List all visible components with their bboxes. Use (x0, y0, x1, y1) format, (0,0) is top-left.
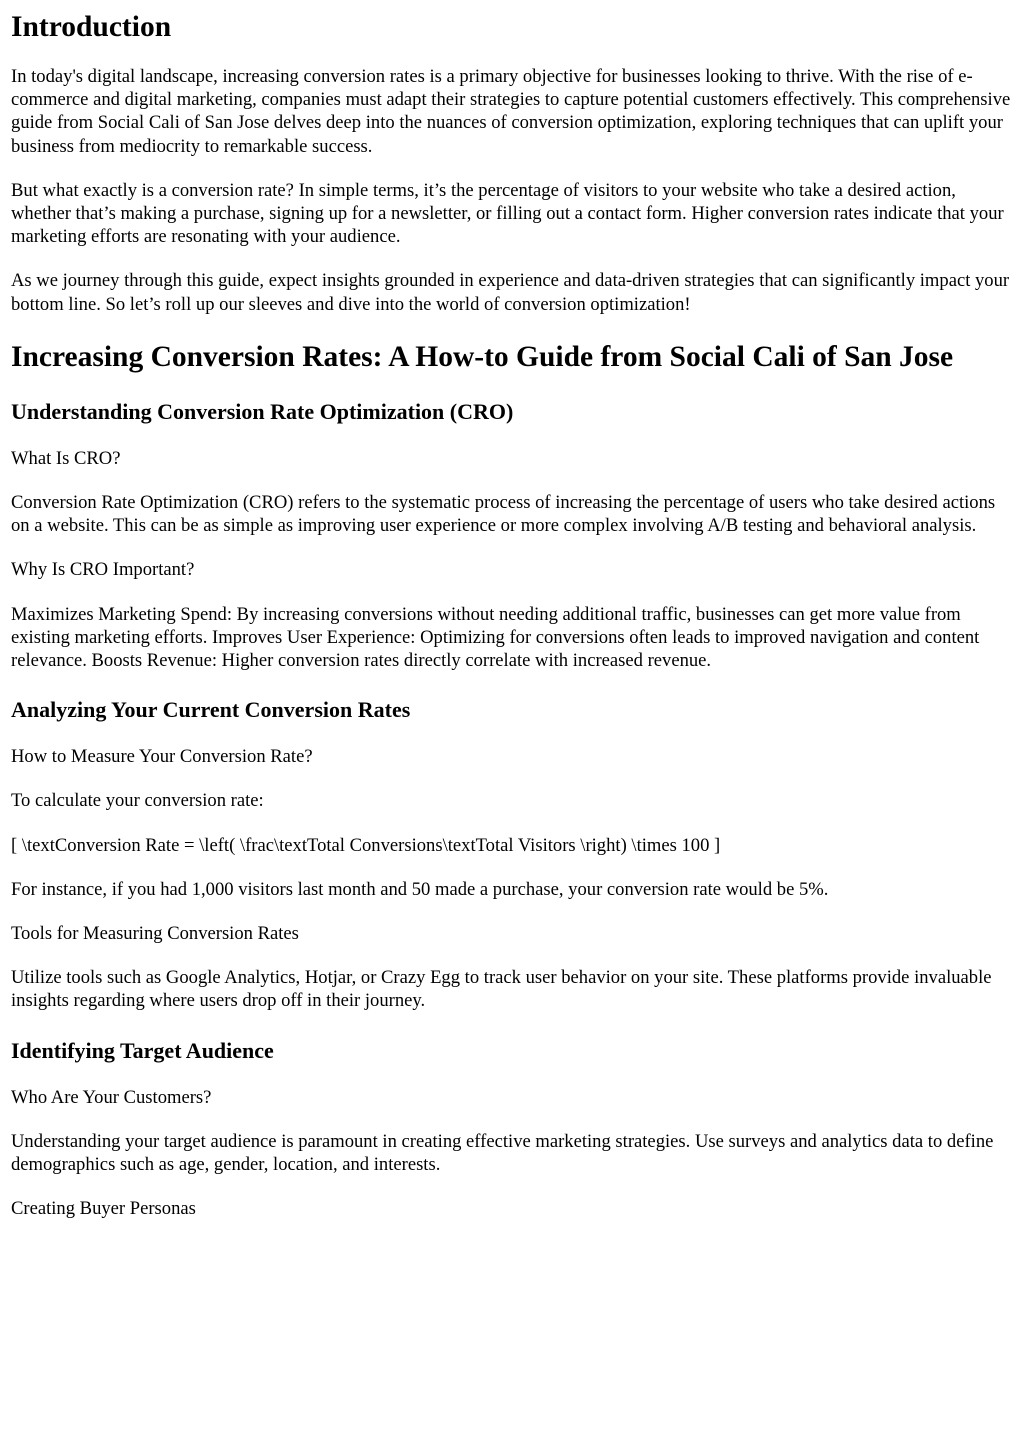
intro-paragraph-3: As we journey through this guide, expect insights grounded in experience and data-driven strategies that can significantly impact your bottom line. So let’s roll up our sleeves and dive into the world of conversion optimization! (11, 270, 1010, 315)
formula-text: [ \textConversion Rate = \left( \frac\textTotal Conversions\textTotal Visitors \right) \times 100 ] (11, 834, 721, 856)
why-cro-question: Why Is CRO Important? (11, 559, 195, 581)
tools-question: Tools for Measuring Conversion Rates (11, 923, 299, 945)
what-is-cro-question: What Is CRO? (11, 447, 121, 469)
who-answer: Understanding your target audience is paramount in creating effective marketing strategies. Use surveys and analytics data to define demographics such as age, gender, location, and interests. (11, 1130, 994, 1176)
analyze-heading: Analyzing Your Current Conversion Rates (11, 697, 411, 723)
intro-heading: Introduction (11, 11, 172, 43)
who-question: Who Are Your Customers? (11, 1086, 212, 1108)
calc-intro: To calculate your conversion rate: (11, 790, 264, 812)
measure-question: How to Measure Your Conversion Rate? (11, 746, 313, 768)
tools-answer: Utilize tools such as Google Analytics, Hotjar, or Crazy Egg to track user behavior on your site. These platforms provide invaluable insights regarding where users drop off in their journey. (11, 967, 992, 1012)
personas-question: Creating Buyer Personas (11, 1198, 196, 1220)
cro-heading: Understanding Conversion Rate Optimization (CRO) (11, 398, 514, 424)
why-cro-answer: Maximizes Marketing Spend: By increasing conversions without needing additional traffic, businesses can get more value from existing marketing efforts. Improves User Experience: Optimizing for conversions often leads to improved navigation and content relevance. Boosts Revenue: Higher conversion rates directly correlate with increased revenue. (11, 603, 980, 672)
main-heading: Increasing Conversion Rates: A How-to Guide from Social Cali of San Jose (11, 340, 954, 373)
intro-paragraph-1: In today's digital landscape, increasing conversion rates is a primary objective for businesses looking to thrive. With the rise of e-commerce and digital marketing, companies must adapt their strategies to capture potential customers effectively. This comprehensive guide from Social Cali of San Jose delves deep into the nuances of conversion optimization, exploring techniques that can uplift your business from mediocrity to remarkable success. (11, 66, 1011, 157)
intro-paragraph-2: But what exactly is a conversion rate? In simple terms, it’s the percentage of visitors to your website who take a desired action, whether that’s making a purchase, signing up for a newsletter, or filling out a contact form. Higher conversion rates indicate that your marketing efforts are resonating with your audience. (11, 179, 1004, 248)
what-is-cro-answer: Conversion Rate Optimization (CRO) refers to the systematic process of increasing the percentage of users who take desired actions on a website. This can be as simple as improving user experience or more complex involving A/B testing and behavioral analysis. (11, 492, 996, 537)
audience-heading: Identifying Target Audience (11, 1037, 274, 1063)
example-text: For instance, if you had 1,000 visitors last month and 50 made a purchase, your conversion rate would be 5%. (11, 878, 829, 900)
